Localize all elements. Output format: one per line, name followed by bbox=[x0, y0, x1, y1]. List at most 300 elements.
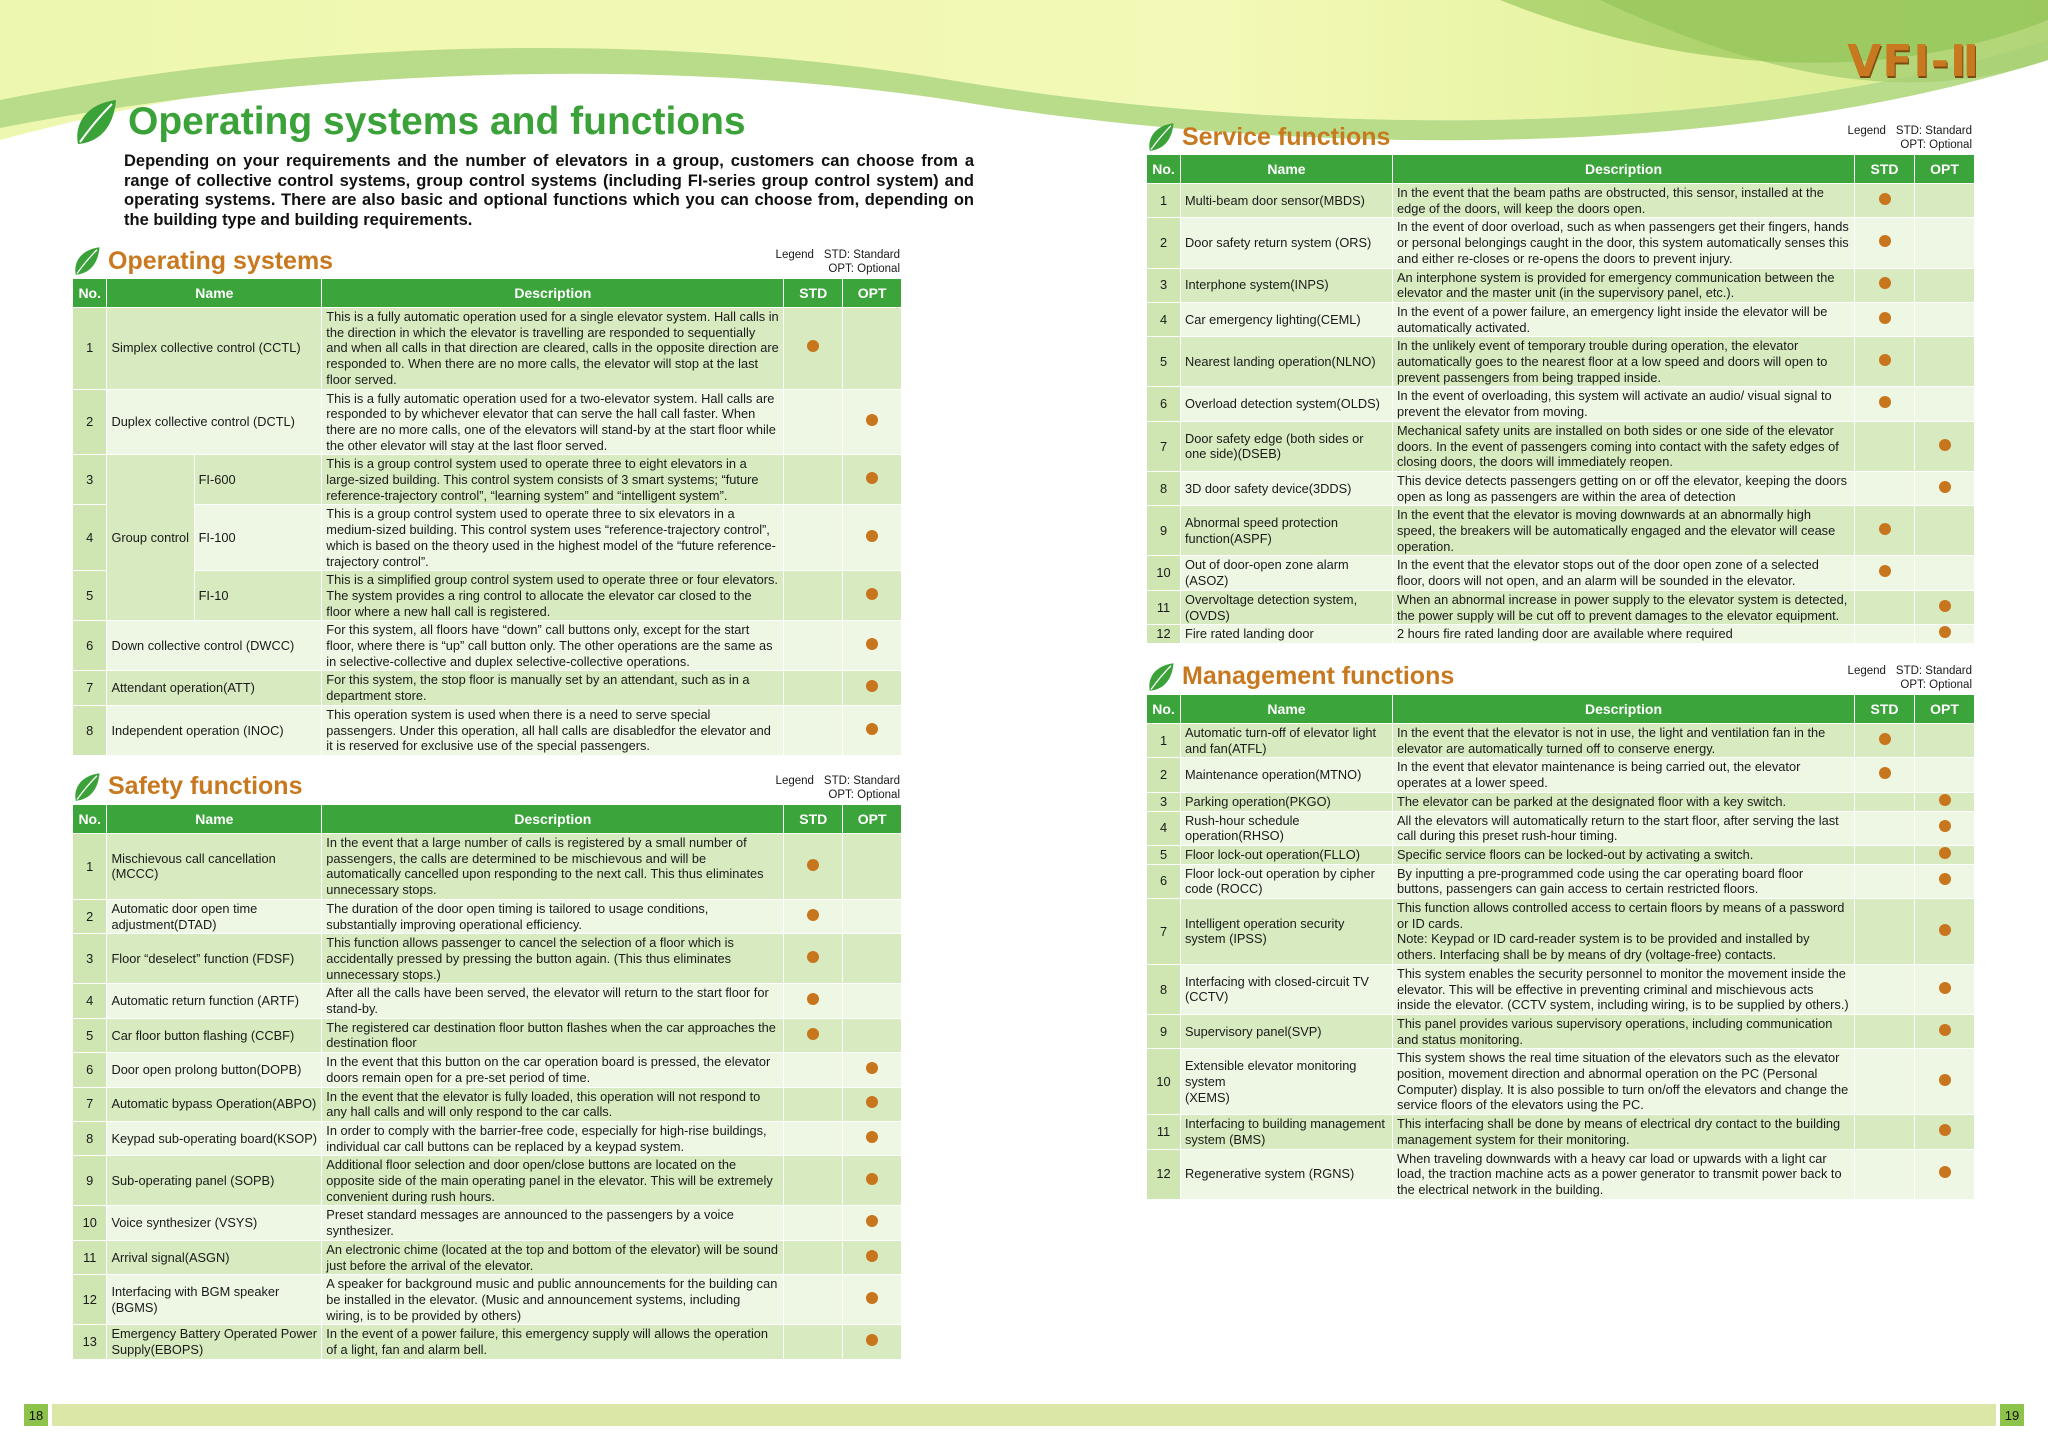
row-name: Door safety edge (both sides or one side)(DSEB) bbox=[1181, 421, 1393, 471]
row-name: FI-100 bbox=[194, 505, 322, 571]
mark-cell-opt bbox=[1915, 792, 1975, 811]
col-opt: OPT bbox=[843, 804, 902, 833]
row-description: All the elevators will automatically return to the start floor, after serving the last call during this preset rush-hour timing. bbox=[1393, 811, 1855, 845]
right-page bbox=[1146, 114, 1974, 1200]
dot-icon bbox=[1939, 600, 1951, 612]
mark-cell-opt bbox=[843, 1325, 902, 1359]
row-name: Regenerative system (RGNS) bbox=[1181, 1149, 1393, 1199]
row-description: In the event that a large number of calls is registered by a small number of passengers, the calls are determined to be mischievous and will be automatically cancelled upon responding to the next call. This thus eliminates unnecessary stops. bbox=[322, 833, 784, 899]
row-number: 2 bbox=[73, 899, 107, 933]
col-opt: OPT bbox=[1915, 694, 1975, 723]
row-description: By inputting a pre-programmed code using the car operating board floor buttons, passengers can gain access to certain restricted floors. bbox=[1393, 864, 1855, 898]
table-row bbox=[73, 389, 902, 455]
row-name: Door open prolong button(DOPB) bbox=[107, 1053, 322, 1087]
footer-bar bbox=[52, 1404, 1996, 1426]
table-row bbox=[73, 705, 902, 755]
row-description: In the event that the elevator is moving downwards at an abnormally high speed, the breakers will be automatically engaged and the elevator will cease operation. bbox=[1393, 506, 1855, 556]
row-description: In the event that elevator maintenance is being carried out, the elevator operates at a lower speed. bbox=[1393, 758, 1855, 792]
mark-cell-opt bbox=[1915, 556, 1975, 590]
row-description: The elevator can be parked at the designated floor with a key switch. bbox=[1393, 792, 1855, 811]
row-number: 2 bbox=[73, 389, 107, 455]
row-name: Car emergency lighting(CEML) bbox=[1181, 302, 1393, 336]
mark-cell-opt bbox=[1915, 268, 1975, 302]
dot-icon bbox=[866, 588, 878, 600]
col-description: Description bbox=[322, 804, 784, 833]
mark-cell-opt bbox=[843, 934, 902, 984]
dot-icon bbox=[866, 530, 878, 542]
row-number: 5 bbox=[73, 571, 107, 621]
col-description: Description bbox=[322, 279, 784, 308]
row-name: Duplex collective control (DCTL) bbox=[107, 389, 322, 455]
mark-cell-std bbox=[784, 1325, 843, 1359]
mark-cell-opt bbox=[843, 1121, 902, 1155]
col-opt: OPT bbox=[843, 279, 902, 308]
row-name: Automatic turn-off of elevator light and fan(ATFL) bbox=[1181, 723, 1393, 757]
row-number: 1 bbox=[73, 833, 107, 899]
row-number: 1 bbox=[1147, 184, 1181, 218]
mark-cell-opt bbox=[1915, 218, 1975, 268]
row-name: Intelligent operation security system (IPSS) bbox=[1181, 899, 1393, 965]
row-description: In order to comply with the barrier-free code, especially for high-rise buildings, individual car call buttons can be replaced by a keypad system. bbox=[322, 1121, 784, 1155]
section-title: Management functions bbox=[1182, 662, 1455, 691]
mark-cell-opt bbox=[843, 1018, 902, 1052]
main-title-row bbox=[72, 96, 902, 148]
row-description: A speaker for background music and public announcements for the building can be installed in the elevator. (Music and announcement systems, including wiring, is to be provided by others) bbox=[322, 1275, 784, 1325]
row-name: FI-600 bbox=[194, 455, 322, 505]
mark-cell-opt bbox=[1915, 1049, 1975, 1115]
dot-icon bbox=[866, 1096, 878, 1108]
table-row bbox=[1147, 811, 1975, 845]
row-name: Overload detection system(OLDS) bbox=[1181, 387, 1393, 421]
row-name: Extensible elevator monitoring system (XEMS) bbox=[1181, 1049, 1393, 1115]
management-functions-table bbox=[1146, 694, 1975, 1200]
row-number: 2 bbox=[1147, 758, 1181, 792]
col-name: Name bbox=[107, 279, 322, 308]
table-row bbox=[1147, 302, 1975, 336]
table-row bbox=[73, 1325, 902, 1359]
dot-icon bbox=[1879, 193, 1891, 205]
row-number: 3 bbox=[1147, 792, 1181, 811]
dot-icon bbox=[1939, 794, 1951, 806]
table-row bbox=[73, 505, 902, 571]
dot-icon bbox=[1879, 767, 1891, 779]
mark-cell-opt bbox=[1915, 1014, 1975, 1048]
table-row bbox=[73, 308, 902, 390]
table-row bbox=[73, 1018, 902, 1052]
dot-icon bbox=[1939, 626, 1951, 638]
table-row bbox=[1147, 506, 1975, 556]
table-row bbox=[1147, 471, 1975, 505]
dot-icon bbox=[1879, 396, 1891, 408]
mark-cell-std bbox=[784, 1275, 843, 1325]
row-number: 3 bbox=[73, 934, 107, 984]
mark-cell-opt bbox=[1915, 387, 1975, 421]
legend-std: STD: Standard bbox=[1895, 125, 1972, 137]
mark-cell-opt bbox=[843, 984, 902, 1018]
row-name: Floor lock-out operation by cipher code (ROCC) bbox=[1181, 864, 1393, 898]
table-row bbox=[1147, 1149, 1975, 1199]
row-number: 7 bbox=[1147, 421, 1181, 471]
row-description: This system enables the security personnel to monitor the movement inside the elevator. This will be effective in preventing criminal and mischievous acts inside the elevator. (CCTV system, including wiring, is to be supplied by others.) bbox=[1393, 964, 1855, 1014]
mark-cell-std bbox=[1855, 758, 1915, 792]
mark-cell-std bbox=[1855, 625, 1915, 644]
leaf-icon bbox=[72, 770, 102, 804]
mark-cell-std bbox=[1855, 471, 1915, 505]
mark-cell-std bbox=[784, 984, 843, 1018]
table-header-row bbox=[1147, 155, 1975, 184]
table-row bbox=[73, 899, 902, 933]
operating-systems-table bbox=[72, 278, 902, 756]
row-description: The registered car destination floor button flashes when the car approaches the destination floor bbox=[322, 1018, 784, 1052]
mark-cell-std bbox=[784, 934, 843, 984]
row-description: This function allows controlled access to certain floors by means of a password or ID cards. Note: Keypad or ID card-reader system is to be provided and installed by others. Interfacing shall be by means of dry (voltage-free) contacts. bbox=[1393, 899, 1855, 965]
row-number: 3 bbox=[73, 455, 107, 505]
row-number: 4 bbox=[73, 984, 107, 1018]
row-description: In the event that the elevator is not in use, the light and ventilation fan in the elevator are automatically turned off to conserve energy. bbox=[1393, 723, 1855, 757]
row-name: Floor lock-out operation(FLLO) bbox=[1181, 845, 1393, 864]
dot-icon bbox=[807, 951, 819, 963]
col-opt: OPT bbox=[1915, 155, 1975, 184]
row-name: Interfacing to building management system (BMS) bbox=[1181, 1115, 1393, 1149]
mark-cell-std bbox=[784, 505, 843, 571]
row-name: Car floor button flashing (CCBF) bbox=[107, 1018, 322, 1052]
table-header-row bbox=[73, 804, 902, 833]
row-description: In the event of overloading, this system will activate an audio/ visual signal to prevent the elevator from moving. bbox=[1393, 387, 1855, 421]
row-number: 6 bbox=[1147, 387, 1181, 421]
col-description: Description bbox=[1393, 694, 1855, 723]
mark-cell-std bbox=[1855, 302, 1915, 336]
mark-cell-std bbox=[1855, 337, 1915, 387]
dot-icon bbox=[1939, 982, 1951, 994]
mark-cell-opt bbox=[843, 308, 902, 390]
mark-cell-std bbox=[784, 1121, 843, 1155]
row-number: 11 bbox=[1147, 590, 1181, 624]
mark-cell-std bbox=[1855, 1115, 1915, 1149]
row-number: 10 bbox=[1147, 556, 1181, 590]
row-number: 12 bbox=[1147, 1149, 1181, 1199]
table-row bbox=[1147, 792, 1975, 811]
row-number: 1 bbox=[1147, 723, 1181, 757]
row-number: 1 bbox=[73, 308, 107, 390]
row-number: 2 bbox=[1147, 218, 1181, 268]
legend-std: STD: Standard bbox=[823, 249, 900, 261]
operating-systems-header bbox=[72, 238, 902, 278]
dot-icon bbox=[866, 638, 878, 650]
mark-cell-std bbox=[1855, 1014, 1915, 1048]
mark-cell-std bbox=[1855, 387, 1915, 421]
dot-icon bbox=[1939, 924, 1951, 936]
mark-cell-opt bbox=[843, 833, 902, 899]
dot-icon bbox=[1939, 873, 1951, 885]
mark-cell-std bbox=[784, 1018, 843, 1052]
table-row bbox=[73, 934, 902, 984]
table-row bbox=[1147, 1014, 1975, 1048]
legend-label: Legend bbox=[775, 249, 814, 261]
row-name: Attendant operation(ATT) bbox=[107, 671, 322, 705]
leaf-icon bbox=[1146, 120, 1176, 154]
row-number: 7 bbox=[1147, 899, 1181, 965]
row-number: 5 bbox=[73, 1018, 107, 1052]
section-title: Safety functions bbox=[108, 772, 303, 801]
mark-cell-opt bbox=[1915, 1149, 1975, 1199]
table-row bbox=[1147, 556, 1975, 590]
mark-cell-opt bbox=[1915, 723, 1975, 757]
safety-functions-table bbox=[72, 804, 902, 1360]
mark-cell-std bbox=[1855, 899, 1915, 965]
table-row bbox=[73, 1087, 902, 1121]
dot-icon bbox=[807, 340, 819, 352]
table-header-row bbox=[73, 279, 902, 308]
legend bbox=[776, 248, 902, 278]
section-title: Operating systems bbox=[108, 246, 334, 275]
dot-icon bbox=[866, 1131, 878, 1143]
row-number: 5 bbox=[1147, 845, 1181, 864]
dot-icon bbox=[866, 1215, 878, 1227]
dot-icon bbox=[1939, 820, 1951, 832]
mark-cell-std bbox=[784, 571, 843, 621]
dot-icon bbox=[1879, 565, 1891, 577]
legend-std: STD: Standard bbox=[823, 774, 900, 787]
mark-cell-std bbox=[784, 621, 843, 671]
mark-cell-opt bbox=[1915, 506, 1975, 556]
mark-cell-std bbox=[784, 705, 843, 755]
legend-label: Legend bbox=[1847, 664, 1886, 677]
mark-cell-opt bbox=[843, 705, 902, 755]
row-description: In the unlikely event of temporary trouble during operation, the elevator automatically goes to the nearest floor at a low speed and doors will open to prevent passengers from being trapped inside. bbox=[1393, 337, 1855, 387]
col-name: Name bbox=[1181, 155, 1393, 184]
mark-cell-std bbox=[784, 308, 843, 390]
table-row bbox=[73, 1121, 902, 1155]
dot-icon bbox=[807, 993, 819, 1005]
left-page bbox=[72, 96, 974, 1360]
table-row bbox=[73, 984, 902, 1018]
row-name: Overvoltage detection system, (OVDS) bbox=[1181, 590, 1393, 624]
row-name: Interphone system(INPS) bbox=[1181, 268, 1393, 302]
mark-cell-std bbox=[1855, 184, 1915, 218]
mark-cell-opt bbox=[843, 571, 902, 621]
mark-cell-opt bbox=[1915, 625, 1975, 644]
mark-cell-std bbox=[1855, 964, 1915, 1014]
dot-icon bbox=[807, 859, 819, 871]
table-row bbox=[73, 1156, 902, 1206]
service-functions-header bbox=[1146, 114, 1974, 154]
row-number: 11 bbox=[1147, 1115, 1181, 1149]
mark-cell-opt bbox=[843, 1275, 902, 1325]
row-description: In the event of door overload, such as when passengers get their fingers, hands or personal belongings caught in the door, this system automatically senses this and either re-closes or re-opens the doors to prevent injury. bbox=[1393, 218, 1855, 268]
row-name: Door safety return system (ORS) bbox=[1181, 218, 1393, 268]
mark-cell-std bbox=[1855, 590, 1915, 624]
mark-cell-opt bbox=[843, 1240, 902, 1274]
intro-paragraph: Depending on your requirements and the number of elevators in a group, customers can choose from a range of collective control systems, group control systems (including FI-series group control system) and operating systems. There are also basic and optional functions which you can choose from, depending on the building type and building requirements. bbox=[124, 152, 974, 229]
row-description: This is a fully automatic operation used for a two-elevator system. Hall calls are responded to by whichever elevator that can serve the hall call faster. When there are no more calls, one of the elevators will stand-by at the start floor while the other elevator will stay at the last floor served. bbox=[322, 389, 784, 455]
dot-icon bbox=[1879, 523, 1891, 535]
dot-icon bbox=[866, 1062, 878, 1074]
mark-cell-std bbox=[784, 455, 843, 505]
table-row bbox=[73, 1053, 902, 1087]
dot-icon bbox=[866, 472, 878, 484]
row-description: When traveling downwards with a heavy car load or upwards with a light car load, the traction machine acts as a power generator to transmit power back to the electrical network in the building. bbox=[1393, 1149, 1855, 1199]
dot-icon bbox=[866, 680, 878, 692]
mark-cell-opt bbox=[843, 671, 902, 705]
row-description: In the event of a power failure, this emergency supply will allows the operation of a light, fan and alarm bell. bbox=[322, 1325, 784, 1359]
row-name: 3D door safety device(3DDS) bbox=[1181, 471, 1393, 505]
row-description: For this system, the stop floor is manually set by an attendant, such as in a department store. bbox=[322, 671, 784, 705]
row-description: This panel provides various supervisory operations, including communication and status monitoring. bbox=[1393, 1014, 1855, 1048]
mark-cell-std bbox=[784, 833, 843, 899]
row-number: 4 bbox=[1147, 811, 1181, 845]
mark-cell-opt bbox=[1915, 1115, 1975, 1149]
row-name: Nearest landing operation(NLNO) bbox=[1181, 337, 1393, 387]
dot-icon bbox=[1879, 733, 1891, 745]
dot-icon bbox=[1939, 1074, 1951, 1086]
mark-cell-opt bbox=[1915, 811, 1975, 845]
mark-cell-std bbox=[784, 899, 843, 933]
table-row bbox=[1147, 184, 1975, 218]
row-description: In the event that the beam paths are obstructed, this sensor, installed at the edge of the doors, will keep the doors open. bbox=[1393, 184, 1855, 218]
row-number: 6 bbox=[1147, 864, 1181, 898]
row-name: Down collective control (DWCC) bbox=[107, 621, 322, 671]
row-name: Abnormal speed protection function(ASPF) bbox=[1181, 506, 1393, 556]
table-row bbox=[1147, 1049, 1975, 1115]
row-number: 13 bbox=[73, 1325, 107, 1359]
dot-icon bbox=[1879, 277, 1891, 289]
col-description: Description bbox=[1393, 155, 1855, 184]
row-number: 11 bbox=[73, 1240, 107, 1274]
table-row bbox=[1147, 758, 1975, 792]
row-description: An interphone system is provided for emergency communication between the elevator and the master unit (in the supervisory panel, etc.). bbox=[1393, 268, 1855, 302]
mark-cell-opt bbox=[1915, 845, 1975, 864]
table-row bbox=[1147, 964, 1975, 1014]
table-row bbox=[73, 1206, 902, 1240]
mark-cell-std bbox=[1855, 723, 1915, 757]
row-name: Rush-hour schedule operation(RHSO) bbox=[1181, 811, 1393, 845]
dot-icon bbox=[1879, 235, 1891, 247]
row-name: Interfacing with BGM speaker (BGMS) bbox=[107, 1275, 322, 1325]
page-number-left: 18 bbox=[24, 1404, 48, 1426]
mark-cell-std bbox=[1855, 218, 1915, 268]
mark-cell-std bbox=[1855, 268, 1915, 302]
page-number-right: 19 bbox=[2000, 1404, 2024, 1426]
table-row bbox=[73, 833, 902, 899]
mark-cell-std bbox=[1855, 864, 1915, 898]
row-number: 5 bbox=[1147, 337, 1181, 387]
table-row bbox=[73, 1240, 902, 1274]
management-functions-header bbox=[1146, 654, 1974, 694]
row-description: This interfacing shall be done by means of electrical dry contact to the building management system for their monitoring. bbox=[1393, 1115, 1855, 1149]
legend bbox=[1848, 664, 1974, 694]
table-row bbox=[1147, 590, 1975, 624]
dot-icon bbox=[1879, 354, 1891, 366]
row-description: This device detects passengers getting on or off the elevator, keeping the doors open as long as passengers are within the area of detection bbox=[1393, 471, 1855, 505]
row-name: Floor “deselect” function (FDSF) bbox=[107, 934, 322, 984]
dot-icon bbox=[866, 414, 878, 426]
table-row bbox=[1147, 387, 1975, 421]
dot-icon bbox=[1939, 1124, 1951, 1136]
table-row bbox=[1147, 268, 1975, 302]
legend-label: Legend bbox=[1847, 125, 1886, 137]
row-description: In the event that this button on the car operation board is pressed, the elevator doors remain open for a pre-set period of time. bbox=[322, 1053, 784, 1087]
mark-cell-std bbox=[1855, 811, 1915, 845]
dot-icon bbox=[866, 1292, 878, 1304]
table-row bbox=[1147, 421, 1975, 471]
mark-cell-opt bbox=[843, 1206, 902, 1240]
row-number: 6 bbox=[73, 1053, 107, 1087]
mark-cell-std bbox=[784, 1206, 843, 1240]
section-title: Service functions bbox=[1182, 122, 1391, 151]
mark-cell-std bbox=[1855, 506, 1915, 556]
table-row bbox=[1147, 1115, 1975, 1149]
legend-opt: OPT: Optional bbox=[828, 263, 900, 275]
row-name: Independent operation (INOC) bbox=[107, 705, 322, 755]
legend-opt: OPT: Optional bbox=[1900, 139, 1972, 151]
row-description: Preset standard messages are announced to the passengers by a voice synthesizer. bbox=[322, 1206, 784, 1240]
row-number: 8 bbox=[73, 705, 107, 755]
legend-label: Legend bbox=[775, 774, 814, 787]
mark-cell-std bbox=[784, 389, 843, 455]
row-name: Emergency Battery Operated Power Supply(EBOPS) bbox=[107, 1325, 322, 1359]
row-name: Voice synthesizer (VSYS) bbox=[107, 1206, 322, 1240]
table-row bbox=[73, 621, 902, 671]
row-description: This is a group control system used to operate three to eight elevators in a large-sized building. This control system consists of 3 smart systems; “future reference-trajectory control”, “learning system” and “intelligent system”. bbox=[322, 455, 784, 505]
col-std: STD bbox=[784, 804, 843, 833]
row-description: This operation system is used when there is a need to serve special passengers. Under this operation, all hall calls are disabledfor the elevator and it is reserved for exclusive use of the special passengers. bbox=[322, 705, 784, 755]
leaf-icon bbox=[1146, 660, 1176, 694]
leaf-icon bbox=[72, 244, 102, 278]
row-name: Out of door-open zone alarm (ASOZ) bbox=[1181, 556, 1393, 590]
row-name: Interfacing with closed-circuit TV (CCTV) bbox=[1181, 964, 1393, 1014]
page-title: Operating systems and functions bbox=[128, 100, 746, 143]
mark-cell-std bbox=[784, 1087, 843, 1121]
row-description: When an abnormal increase in power supply to the elevator system is detected, the power supply will be cut off to prevent damages to the elevator equipment. bbox=[1393, 590, 1855, 624]
row-number: 10 bbox=[73, 1206, 107, 1240]
row-name: Parking operation(PKGO) bbox=[1181, 792, 1393, 811]
row-name: Automatic bypass Operation(ABPO) bbox=[107, 1087, 322, 1121]
mark-cell-opt bbox=[843, 899, 902, 933]
legend bbox=[1848, 124, 1974, 154]
mark-cell-std bbox=[1855, 556, 1915, 590]
row-description: This is a group control system used to operate three to six elevators in a medium-sized building. This control system uses “reference-trajectory control”, which is based on the theory used in the highest model of the “future reference-trajectory control”. bbox=[322, 505, 784, 571]
row-number: 9 bbox=[1147, 506, 1181, 556]
table-row bbox=[1147, 625, 1975, 644]
mark-cell-std bbox=[784, 671, 843, 705]
row-name: FI-10 bbox=[194, 571, 322, 621]
mark-cell-std bbox=[784, 1156, 843, 1206]
row-number: 9 bbox=[73, 1156, 107, 1206]
brand-logo: VFI-Ⅱ bbox=[1847, 36, 1980, 87]
dot-icon bbox=[1939, 481, 1951, 493]
dot-icon bbox=[1939, 1024, 1951, 1036]
mark-cell-opt bbox=[843, 389, 902, 455]
leaf-icon bbox=[72, 96, 120, 148]
legend-std: STD: Standard bbox=[1895, 664, 1972, 677]
table-header-row bbox=[1147, 694, 1975, 723]
safety-functions-header bbox=[72, 764, 902, 804]
col-no: No. bbox=[73, 279, 107, 308]
dot-icon bbox=[1939, 1166, 1951, 1178]
dot-icon bbox=[866, 723, 878, 735]
mark-cell-opt bbox=[1915, 864, 1975, 898]
mark-cell-opt bbox=[843, 455, 902, 505]
mark-cell-opt bbox=[1915, 302, 1975, 336]
row-name: Arrival signal(ASGN) bbox=[107, 1240, 322, 1274]
mark-cell-opt bbox=[1915, 899, 1975, 965]
mark-cell-opt bbox=[1915, 590, 1975, 624]
dot-icon bbox=[866, 1250, 878, 1262]
dot-icon bbox=[1939, 439, 1951, 451]
row-number: 8 bbox=[1147, 471, 1181, 505]
col-std: STD bbox=[1855, 155, 1915, 184]
service-functions-table bbox=[1146, 154, 1975, 644]
